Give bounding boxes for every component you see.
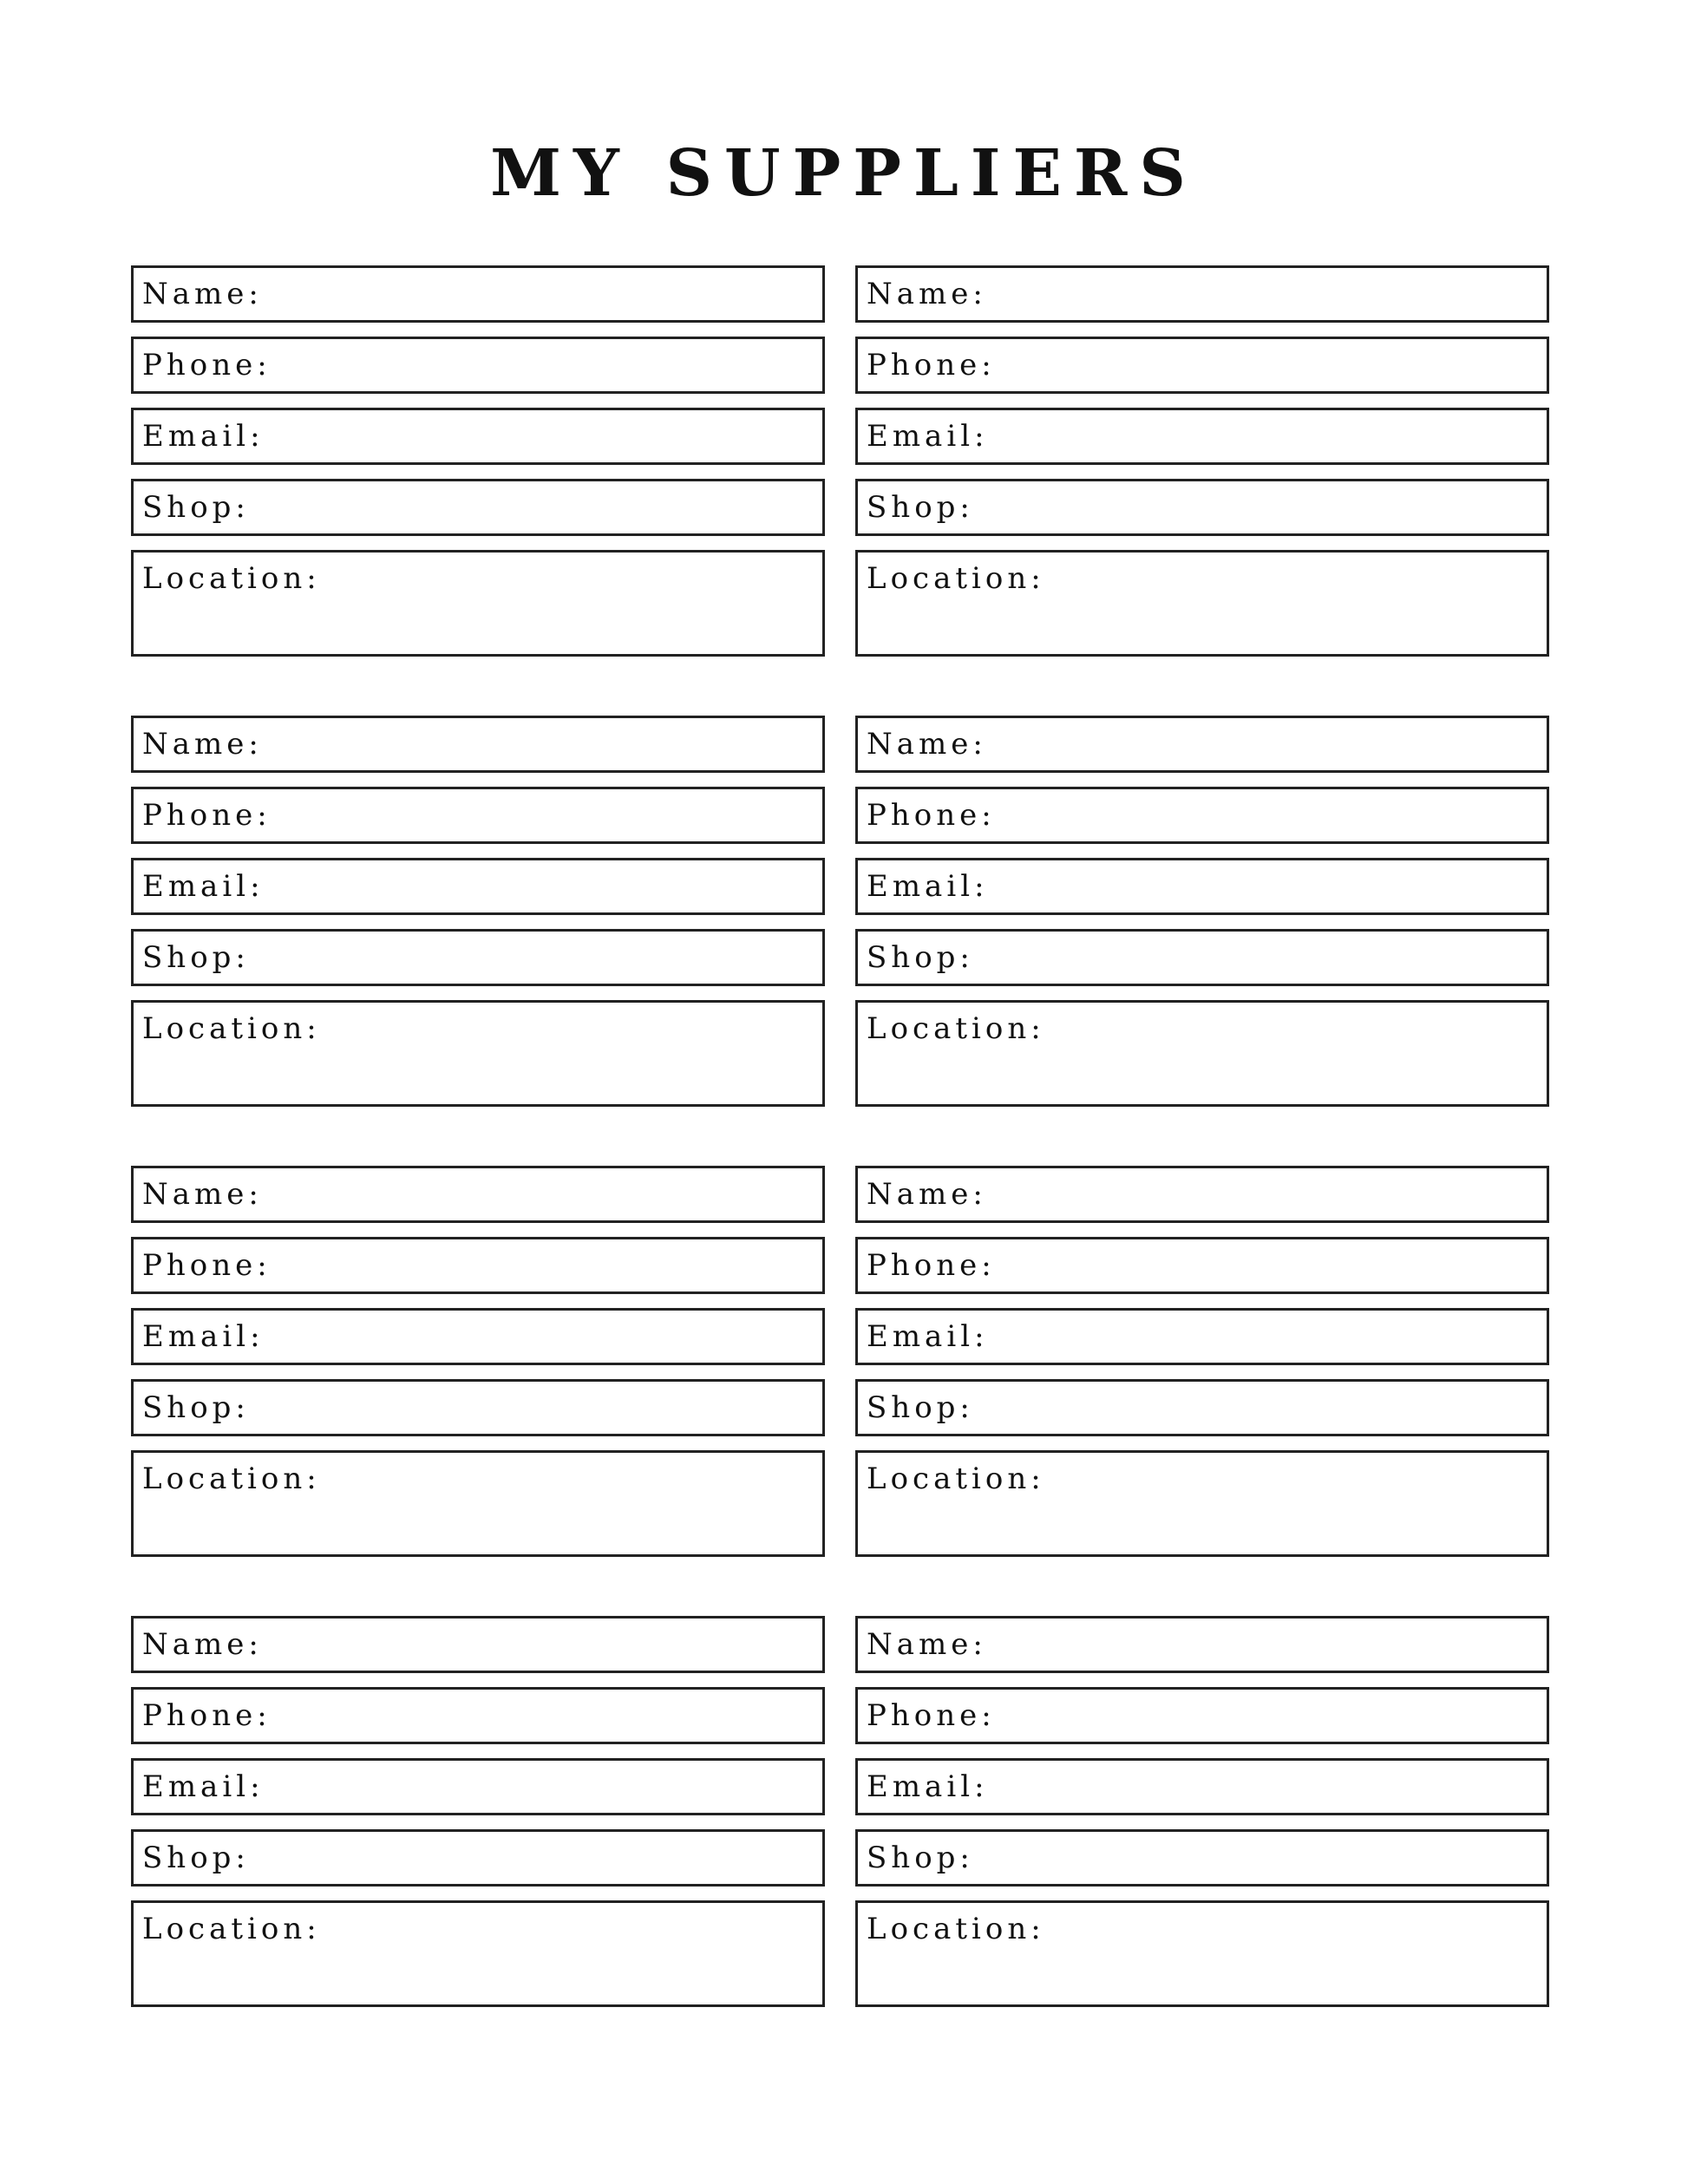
email-label: Email: bbox=[142, 419, 265, 454]
location-field[interactable] bbox=[131, 1000, 825, 1107]
location-label: Location: bbox=[867, 561, 1045, 596]
supplier-card-2 bbox=[855, 265, 1549, 657]
location-label: Location: bbox=[142, 561, 321, 596]
location-label: Location: bbox=[142, 1912, 321, 1946]
name-field[interactable] bbox=[131, 265, 825, 323]
email-field[interactable] bbox=[855, 1308, 1549, 1365]
location-label: Location: bbox=[867, 1461, 1045, 1496]
supplier-card-7 bbox=[131, 1616, 825, 2007]
shop-field[interactable] bbox=[131, 929, 825, 986]
email-label: Email: bbox=[867, 1319, 989, 1354]
shop-label: Shop: bbox=[867, 490, 974, 525]
email-label: Email: bbox=[142, 1769, 265, 1804]
location-field[interactable] bbox=[131, 550, 825, 657]
location-field[interactable] bbox=[855, 1450, 1549, 1557]
supplier-card-1 bbox=[131, 265, 825, 657]
phone-label: Phone: bbox=[142, 348, 272, 383]
email-label: Email: bbox=[867, 419, 989, 454]
name-label: Name: bbox=[142, 277, 263, 311]
phone-label: Phone: bbox=[142, 798, 272, 833]
phone-field[interactable] bbox=[131, 1237, 825, 1294]
shop-label: Shop: bbox=[142, 940, 250, 975]
name-field[interactable] bbox=[855, 1616, 1549, 1673]
location-field[interactable] bbox=[131, 1900, 825, 2007]
shop-field[interactable] bbox=[855, 929, 1549, 986]
shop-field[interactable] bbox=[855, 1379, 1549, 1436]
location-field[interactable] bbox=[131, 1450, 825, 1557]
shop-label: Shop: bbox=[142, 490, 250, 525]
email-field[interactable] bbox=[131, 1308, 825, 1365]
name-field[interactable] bbox=[855, 1166, 1549, 1223]
name-label: Name: bbox=[142, 1627, 263, 1662]
phone-field[interactable] bbox=[131, 787, 825, 844]
email-field[interactable] bbox=[131, 858, 825, 915]
phone-field[interactable] bbox=[131, 1687, 825, 1744]
location-label: Location: bbox=[142, 1461, 321, 1496]
shop-label: Shop: bbox=[142, 1841, 250, 1875]
email-label: Email: bbox=[867, 1769, 989, 1804]
name-field[interactable] bbox=[131, 1166, 825, 1223]
email-field[interactable] bbox=[855, 858, 1549, 915]
phone-field[interactable] bbox=[131, 337, 825, 394]
shop-label: Shop: bbox=[142, 1390, 250, 1425]
location-field[interactable] bbox=[855, 550, 1549, 657]
phone-label: Phone: bbox=[867, 1698, 996, 1733]
name-field[interactable] bbox=[855, 265, 1549, 323]
location-field[interactable] bbox=[855, 1000, 1549, 1107]
phone-field[interactable] bbox=[855, 1237, 1549, 1294]
shop-label: Shop: bbox=[867, 1390, 974, 1425]
supplier-card-6 bbox=[855, 1166, 1549, 1557]
name-field[interactable] bbox=[131, 1616, 825, 1673]
shop-field[interactable] bbox=[855, 479, 1549, 536]
phone-label: Phone: bbox=[867, 348, 996, 383]
email-field[interactable] bbox=[131, 408, 825, 465]
shop-field[interactable] bbox=[131, 1829, 825, 1886]
shop-field[interactable] bbox=[131, 1379, 825, 1436]
phone-label: Phone: bbox=[867, 798, 996, 833]
phone-field[interactable] bbox=[855, 337, 1549, 394]
phone-label: Phone: bbox=[867, 1248, 996, 1283]
name-field[interactable] bbox=[131, 716, 825, 773]
shop-field[interactable] bbox=[855, 1829, 1549, 1886]
shop-label: Shop: bbox=[867, 1841, 974, 1875]
location-label: Location: bbox=[867, 1011, 1045, 1046]
supplier-card-4 bbox=[855, 716, 1549, 1107]
page-title: MY SUPPLIERS bbox=[490, 136, 1198, 211]
phone-label: Phone: bbox=[142, 1698, 272, 1733]
supplier-card-3 bbox=[131, 716, 825, 1107]
shop-field[interactable] bbox=[131, 479, 825, 536]
supplier-card-5 bbox=[131, 1166, 825, 1557]
email-field[interactable] bbox=[131, 1758, 825, 1815]
name-label: Name: bbox=[867, 1627, 987, 1662]
name-label: Name: bbox=[142, 727, 263, 762]
location-label: Location: bbox=[142, 1011, 321, 1046]
email-field[interactable] bbox=[855, 1758, 1549, 1815]
name-label: Name: bbox=[867, 1177, 987, 1212]
location-field[interactable] bbox=[855, 1900, 1549, 2007]
email-label: Email: bbox=[867, 869, 989, 904]
phone-label: Phone: bbox=[142, 1248, 272, 1283]
name-label: Name: bbox=[867, 277, 987, 311]
phone-field[interactable] bbox=[855, 1687, 1549, 1744]
supplier-card-8 bbox=[855, 1616, 1549, 2007]
name-label: Name: bbox=[867, 727, 987, 762]
email-label: Email: bbox=[142, 869, 265, 904]
shop-label: Shop: bbox=[867, 940, 974, 975]
location-label: Location: bbox=[867, 1912, 1045, 1946]
email-field[interactable] bbox=[855, 408, 1549, 465]
name-field[interactable] bbox=[855, 716, 1549, 773]
email-label: Email: bbox=[142, 1319, 265, 1354]
phone-field[interactable] bbox=[855, 787, 1549, 844]
name-label: Name: bbox=[142, 1177, 263, 1212]
